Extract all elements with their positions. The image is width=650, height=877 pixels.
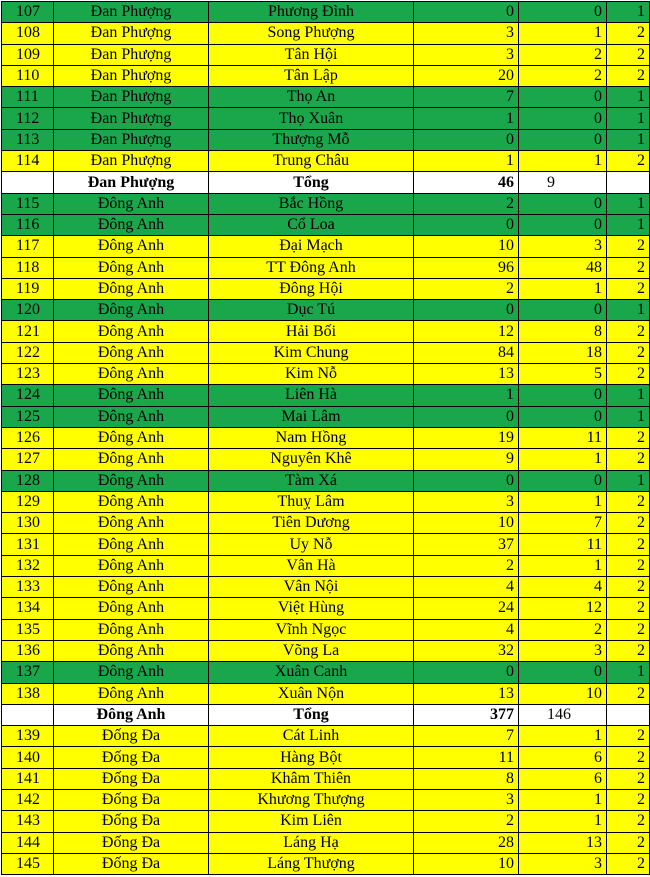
district-cell: Đan Phượng: [54, 44, 209, 65]
district-cell: Đông Anh: [54, 534, 209, 555]
row-number-cell: 107: [2, 2, 54, 23]
level-cell: 1: [607, 300, 650, 321]
row-number-cell: 114: [2, 151, 54, 172]
district-cell: Đông Anh: [54, 406, 209, 427]
table-body: [2, 2, 650, 875]
district-cell: Đông Anh: [54, 236, 209, 257]
count-a-cell: 20: [414, 65, 519, 86]
count-a-cell: 10: [414, 853, 519, 874]
count-a-cell: 7: [414, 726, 519, 747]
count-a-cell: 4: [414, 619, 519, 640]
count-a-cell: 3: [414, 491, 519, 512]
table-row: [2, 577, 650, 598]
district-cell: Đống Đa: [54, 789, 209, 810]
row-number-cell: 108: [2, 23, 54, 44]
table-row: [2, 811, 650, 832]
row-number-cell: 137: [2, 662, 54, 683]
count-a-cell: 0: [414, 470, 519, 491]
count-b-cell: 6: [519, 768, 607, 789]
level-cell: 2: [607, 513, 650, 534]
table-row: [2, 151, 650, 172]
level-cell: 2: [607, 534, 650, 555]
district-cell: Đông Anh: [54, 704, 209, 725]
commune-cell: Phương Đình: [209, 2, 414, 23]
row-number-cell: 121: [2, 321, 54, 342]
count-b-cell: 2: [519, 65, 607, 86]
count-b-cell: 12: [519, 598, 607, 619]
level-cell: 1: [607, 193, 650, 214]
count-a-cell: 96: [414, 257, 519, 278]
commune-cell: Tàm Xá: [209, 470, 414, 491]
district-cell: Đông Anh: [54, 470, 209, 491]
count-b-cell: 48: [519, 257, 607, 278]
table-row: [2, 342, 650, 363]
district-cell: Đông Anh: [54, 555, 209, 576]
row-number-cell: 129: [2, 491, 54, 512]
district-cell: Đông Anh: [54, 300, 209, 321]
commune-cell: Thượng Mỗ: [209, 129, 414, 150]
count-a-cell: 32: [414, 640, 519, 661]
commune-cell: Nguyên Khê: [209, 449, 414, 470]
row-number-cell: 119: [2, 278, 54, 299]
table-row: [2, 2, 650, 23]
level-cell: 2: [607, 747, 650, 768]
level-cell: 2: [607, 257, 650, 278]
count-a-cell: 37: [414, 534, 519, 555]
table-row: [2, 406, 650, 427]
table-row: [2, 619, 650, 640]
count-a-cell: 2: [414, 555, 519, 576]
count-a-cell: 84: [414, 342, 519, 363]
count-b-cell: 0: [519, 129, 607, 150]
count-b-cell: 3: [519, 640, 607, 661]
district-cell: Đông Anh: [54, 257, 209, 278]
table-row: [2, 555, 650, 576]
commune-cell: Vân Hà: [209, 555, 414, 576]
level-cell: 2: [607, 832, 650, 853]
count-b-cell: 0: [519, 406, 607, 427]
count-b-cell: 13: [519, 832, 607, 853]
count-b-cell: 0: [519, 108, 607, 129]
count-b-cell: 0: [519, 87, 607, 108]
table-row: [2, 853, 650, 874]
row-number-cell: 115: [2, 193, 54, 214]
commune-cell: Cát Linh: [209, 726, 414, 747]
table-row: [2, 491, 650, 512]
count-a-cell: 12: [414, 321, 519, 342]
total-row: [2, 172, 650, 193]
count-a-cell: 3: [414, 789, 519, 810]
count-b-cell: 0: [519, 385, 607, 406]
count-a-cell: 7: [414, 87, 519, 108]
count-a-cell: 10: [414, 513, 519, 534]
count-b-cell: 0: [519, 300, 607, 321]
commune-cell: Trung Châu: [209, 151, 414, 172]
commune-cell: Tân Lập: [209, 65, 414, 86]
district-cell: Đông Anh: [54, 427, 209, 448]
district-cell: Đống Đa: [54, 811, 209, 832]
commune-cell: Khương Thượng: [209, 789, 414, 810]
row-number-cell: 117: [2, 236, 54, 257]
row-number-cell: 135: [2, 619, 54, 640]
level-cell: 2: [607, 598, 650, 619]
row-number-cell: 116: [2, 214, 54, 235]
table-row: [2, 747, 650, 768]
count-b-cell: 0: [519, 2, 607, 23]
table-row: [2, 23, 650, 44]
table-row: [2, 44, 650, 65]
commune-cell: Thọ Xuân: [209, 108, 414, 129]
count-b-cell: 11: [519, 427, 607, 448]
count-b-cell: 0: [519, 470, 607, 491]
row-number-cell: [2, 704, 54, 725]
district-cell: Đông Anh: [54, 364, 209, 385]
row-number-cell: 136: [2, 640, 54, 661]
table-row: [2, 640, 650, 661]
commune-cell: Hải Bối: [209, 321, 414, 342]
count-a-cell: 4: [414, 577, 519, 598]
count-b-cell: 2: [519, 619, 607, 640]
count-b-cell: 1: [519, 151, 607, 172]
count-a-cell: 2: [414, 193, 519, 214]
commune-cell: Việt Hùng: [209, 598, 414, 619]
table-row: [2, 108, 650, 129]
district-cell: Đống Đa: [54, 853, 209, 874]
count-b-cell: 0: [519, 214, 607, 235]
commune-cell: Láng Hạ: [209, 832, 414, 853]
count-b-cell: 0: [519, 662, 607, 683]
count-b-cell: 5: [519, 364, 607, 385]
level-cell: 2: [607, 23, 650, 44]
count-a-cell: 13: [414, 364, 519, 385]
level-cell: 1: [607, 662, 650, 683]
count-a-cell: 3: [414, 23, 519, 44]
level-cell: 2: [607, 44, 650, 65]
table-row: [2, 214, 650, 235]
row-number-cell: 128: [2, 470, 54, 491]
commune-cell: TT Đông Anh: [209, 257, 414, 278]
district-cell: Đan Phượng: [54, 87, 209, 108]
district-cell: Đan Phượng: [54, 65, 209, 86]
level-cell: 1: [607, 470, 650, 491]
count-a-cell: 2: [414, 811, 519, 832]
count-a-cell: 0: [414, 662, 519, 683]
count-a-cell: 1: [414, 151, 519, 172]
row-number-cell: 122: [2, 342, 54, 363]
count-b-cell: 1: [519, 23, 607, 44]
level-cell: 1: [607, 2, 650, 23]
level-cell: 2: [607, 555, 650, 576]
district-cell: Đông Anh: [54, 193, 209, 214]
commune-cell: Nam Hồng: [209, 427, 414, 448]
table-row: [2, 385, 650, 406]
count-b-cell: 1: [519, 449, 607, 470]
count-a-cell: 28: [414, 832, 519, 853]
row-number-cell: 140: [2, 747, 54, 768]
count-a-cell: 11: [414, 747, 519, 768]
count-b-cell: 3: [519, 236, 607, 257]
row-number-cell: 142: [2, 789, 54, 810]
level-cell: 2: [607, 683, 650, 704]
commune-cell: Thuỵ Lâm: [209, 491, 414, 512]
row-number-cell: 131: [2, 534, 54, 555]
count-b-cell: 0: [519, 193, 607, 214]
district-cell: Đông Anh: [54, 214, 209, 235]
level-cell: 2: [607, 449, 650, 470]
commune-cell: Mai Lâm: [209, 406, 414, 427]
table-row: [2, 427, 650, 448]
row-number-cell: 133: [2, 577, 54, 598]
commune-cell: Tổng: [209, 704, 414, 725]
table-row: [2, 193, 650, 214]
commune-cell: Khâm Thiên: [209, 768, 414, 789]
district-cell: Đan Phượng: [54, 2, 209, 23]
row-number-cell: 139: [2, 726, 54, 747]
commune-cell: Dục Tú: [209, 300, 414, 321]
count-b-cell: 8: [519, 321, 607, 342]
level-cell: 2: [607, 811, 650, 832]
table-row: [2, 129, 650, 150]
commune-cell: Bắc Hồng: [209, 193, 414, 214]
level-cell: 1: [607, 108, 650, 129]
level-cell: [607, 704, 650, 725]
level-cell: 2: [607, 619, 650, 640]
count-a-cell: 10: [414, 236, 519, 257]
count-b-cell: 1: [519, 555, 607, 576]
table-row: [2, 278, 650, 299]
commune-cell: Tiên Dương: [209, 513, 414, 534]
row-number-cell: 110: [2, 65, 54, 86]
district-cell: Đông Anh: [54, 619, 209, 640]
level-cell: 1: [607, 87, 650, 108]
district-cell: Đông Anh: [54, 385, 209, 406]
count-b-cell: 3: [519, 853, 607, 874]
row-number-cell: 113: [2, 129, 54, 150]
district-cell: Đông Anh: [54, 662, 209, 683]
district-cell: Đan Phượng: [54, 108, 209, 129]
commune-cell: Liên Hà: [209, 385, 414, 406]
commune-cell: Kim Chung: [209, 342, 414, 363]
row-number-cell: 130: [2, 513, 54, 534]
level-cell: 2: [607, 65, 650, 86]
count-a-cell: 46: [414, 172, 519, 193]
district-cell: Đông Anh: [54, 683, 209, 704]
row-number-cell: 120: [2, 300, 54, 321]
table-row: [2, 832, 650, 853]
row-number-cell: 109: [2, 44, 54, 65]
commune-cell: Tổng: [209, 172, 414, 193]
row-number-cell: 134: [2, 598, 54, 619]
commune-cell: Uy Nỗ: [209, 534, 414, 555]
commune-cell: Láng Thượng: [209, 853, 414, 874]
count-a-cell: 1: [414, 108, 519, 129]
level-cell: 2: [607, 789, 650, 810]
commune-cell: Xuân Nộn: [209, 683, 414, 704]
district-cell: Đông Anh: [54, 513, 209, 534]
count-a-cell: 0: [414, 214, 519, 235]
commune-cell: Thọ An: [209, 87, 414, 108]
count-b-cell: 1: [519, 491, 607, 512]
commune-cell: Vân Nội: [209, 577, 414, 598]
level-cell: 2: [607, 151, 650, 172]
count-a-cell: 0: [414, 300, 519, 321]
commune-cell: Kim Nỗ: [209, 364, 414, 385]
table-row: [2, 449, 650, 470]
district-cell: Đông Anh: [54, 342, 209, 363]
count-a-cell: 1: [414, 385, 519, 406]
table-row: [2, 87, 650, 108]
count-b-cell: 1: [519, 789, 607, 810]
level-cell: [607, 172, 650, 193]
table-row: [2, 768, 650, 789]
district-cell: Đống Đa: [54, 726, 209, 747]
count-a-cell: 9: [414, 449, 519, 470]
count-b-cell: 1: [519, 278, 607, 299]
row-number-cell: 141: [2, 768, 54, 789]
commune-cell: Hàng Bột: [209, 747, 414, 768]
level-cell: 2: [607, 577, 650, 598]
district-cell: Đan Phượng: [54, 151, 209, 172]
row-number-cell: 118: [2, 257, 54, 278]
table-row: [2, 300, 650, 321]
count-b-cell: 9: [519, 172, 607, 193]
row-number-cell: 124: [2, 385, 54, 406]
count-a-cell: 0: [414, 406, 519, 427]
table-row: [2, 598, 650, 619]
count-b-cell: 146: [519, 704, 607, 725]
row-number-cell: 112: [2, 108, 54, 129]
district-cell: Đông Anh: [54, 491, 209, 512]
level-cell: 2: [607, 427, 650, 448]
level-cell: 2: [607, 321, 650, 342]
commune-cell: Đông Hội: [209, 278, 414, 299]
count-a-cell: 24: [414, 598, 519, 619]
district-cell: Đông Anh: [54, 449, 209, 470]
table-row: [2, 470, 650, 491]
count-b-cell: 6: [519, 747, 607, 768]
total-row: [2, 704, 650, 725]
table-row: [2, 726, 650, 747]
table-row: [2, 662, 650, 683]
count-b-cell: 1: [519, 726, 607, 747]
commune-cell: Kim Liên: [209, 811, 414, 832]
row-number-cell: 125: [2, 406, 54, 427]
table-row: [2, 257, 650, 278]
count-a-cell: 13: [414, 683, 519, 704]
commune-cell: Xuân Canh: [209, 662, 414, 683]
count-b-cell: 18: [519, 342, 607, 363]
row-number-cell: 145: [2, 853, 54, 874]
level-cell: 1: [607, 406, 650, 427]
row-number-cell: 132: [2, 555, 54, 576]
level-cell: 2: [607, 342, 650, 363]
commune-cell: Song Phượng: [209, 23, 414, 44]
district-cell: Đan Phượng: [54, 172, 209, 193]
level-cell: 2: [607, 640, 650, 661]
table-row: [2, 683, 650, 704]
table-row: [2, 321, 650, 342]
count-a-cell: 19: [414, 427, 519, 448]
level-cell: 1: [607, 385, 650, 406]
district-cell: Đống Đa: [54, 747, 209, 768]
row-number-cell: 127: [2, 449, 54, 470]
district-cell: Đống Đa: [54, 768, 209, 789]
level-cell: 2: [607, 236, 650, 257]
row-number-cell: 143: [2, 811, 54, 832]
district-cell: Đống Đa: [54, 832, 209, 853]
district-cell: Đan Phượng: [54, 23, 209, 44]
count-b-cell: 7: [519, 513, 607, 534]
district-cell: Đông Anh: [54, 321, 209, 342]
level-cell: 2: [607, 853, 650, 874]
table-row: [2, 236, 650, 257]
count-b-cell: 1: [519, 811, 607, 832]
level-cell: 2: [607, 491, 650, 512]
row-number-cell: 123: [2, 364, 54, 385]
count-b-cell: 4: [519, 577, 607, 598]
district-cell: Đông Anh: [54, 598, 209, 619]
commune-cell: Cổ Loa: [209, 214, 414, 235]
row-number-cell: 138: [2, 683, 54, 704]
commune-cell: Tân Hội: [209, 44, 414, 65]
commune-cell: Đại Mạch: [209, 236, 414, 257]
count-a-cell: 2: [414, 278, 519, 299]
commune-cell: Võng La: [209, 640, 414, 661]
row-number-cell: [2, 172, 54, 193]
level-cell: 2: [607, 278, 650, 299]
data-table: [1, 1, 650, 875]
table-row: [2, 364, 650, 385]
count-a-cell: 3: [414, 44, 519, 65]
count-a-cell: 0: [414, 129, 519, 150]
count-a-cell: 8: [414, 768, 519, 789]
table-row: [2, 65, 650, 86]
level-cell: 2: [607, 768, 650, 789]
row-number-cell: 111: [2, 87, 54, 108]
table-row: [2, 534, 650, 555]
commune-cell: Vĩnh Ngọc: [209, 619, 414, 640]
level-cell: 1: [607, 129, 650, 150]
level-cell: 2: [607, 726, 650, 747]
count-a-cell: 377: [414, 704, 519, 725]
district-cell: Đông Anh: [54, 278, 209, 299]
row-number-cell: 126: [2, 427, 54, 448]
district-cell: Đông Anh: [54, 640, 209, 661]
count-b-cell: 2: [519, 44, 607, 65]
table-row: [2, 513, 650, 534]
table-row: [2, 789, 650, 810]
district-cell: Đông Anh: [54, 577, 209, 598]
level-cell: 2: [607, 364, 650, 385]
level-cell: 1: [607, 214, 650, 235]
district-cell: Đan Phượng: [54, 129, 209, 150]
count-a-cell: 0: [414, 2, 519, 23]
count-b-cell: 11: [519, 534, 607, 555]
count-b-cell: 10: [519, 683, 607, 704]
row-number-cell: 144: [2, 832, 54, 853]
